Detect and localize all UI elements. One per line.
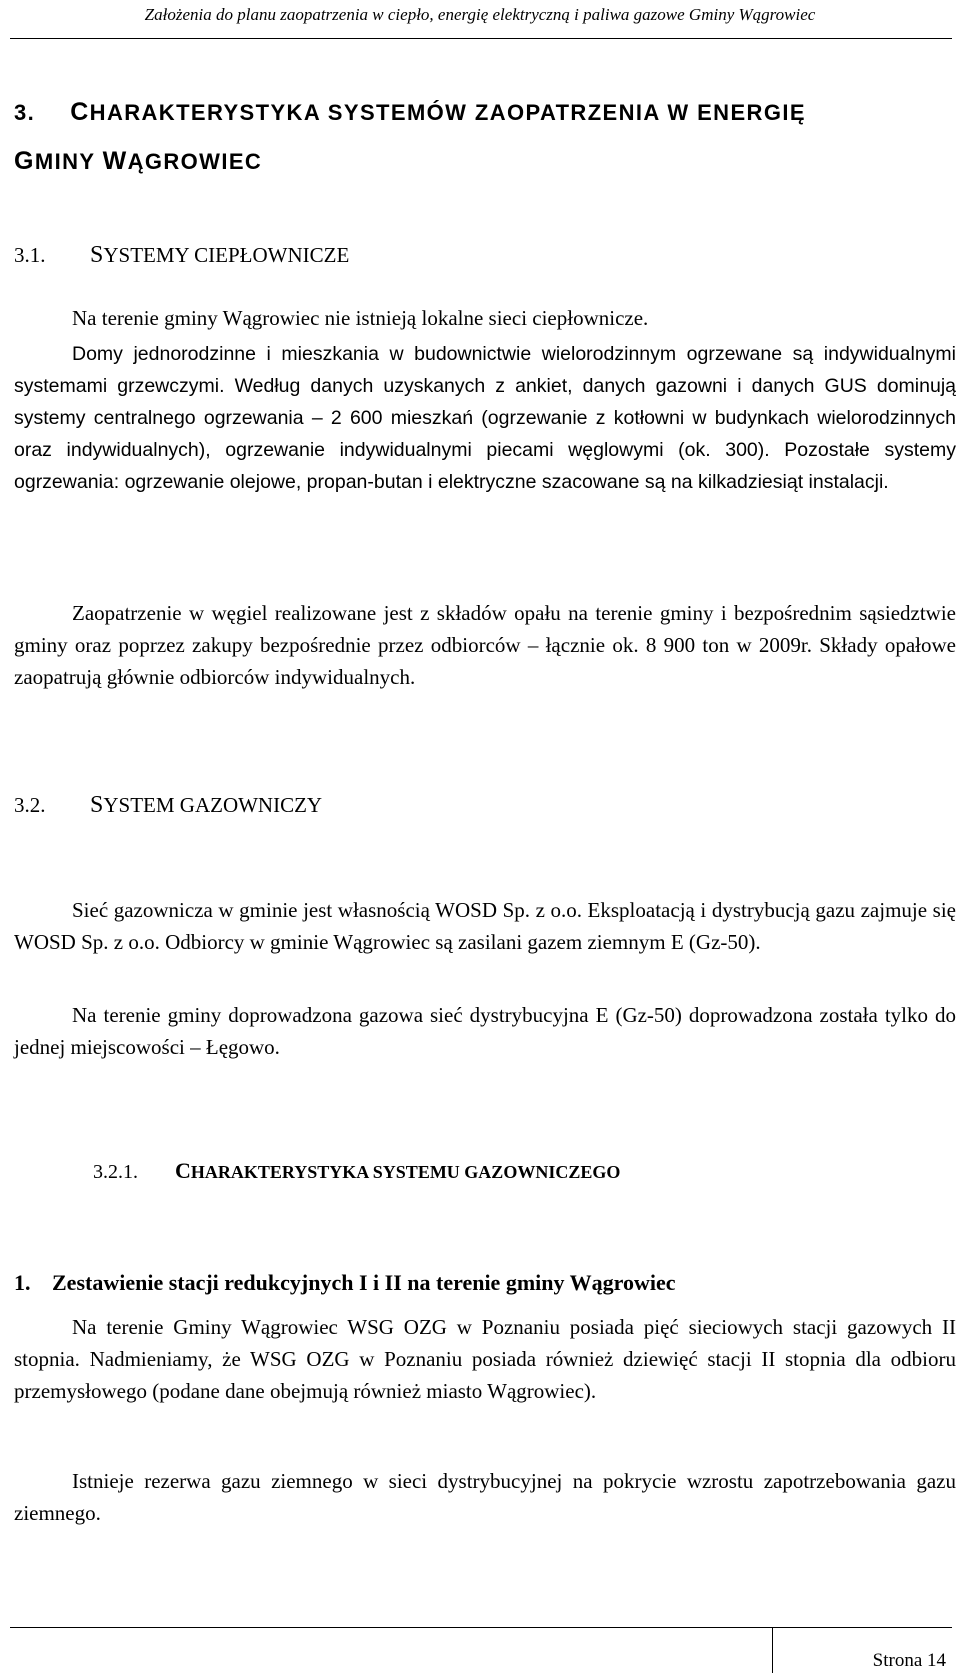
section-3-2-1-initial: C	[175, 1158, 191, 1183]
page-number: Strona 14	[872, 1650, 946, 1671]
section-3-2-initial: S	[90, 792, 104, 818]
item-1-heading	[14, 1270, 676, 1296]
chapter-heading-line2	[14, 147, 262, 176]
chapter-title-initial: C	[70, 98, 90, 126]
chapter-title-w: W	[102, 147, 128, 175]
section-3-2-1-title: HARAKTERYSTYKA SYSTEMU GAZOWNICZEGO	[190, 1162, 621, 1182]
chapter-title-a: MINY	[34, 149, 103, 174]
item-1-paragraph-1: Na terenie Gminy Wągrowiec WSG OZG w Poznaniu posiada pięć sieciowych stacji gazowych II stopnia. Nadmieniamy, że WSG OZG w Poznaniu posiada również dziewięć stacji II stopnia dla odbioru przemysłowego (podane dane obejmują również miasto Wągrowiec).	[14, 1315, 956, 1403]
section-3-2-1-number: 3.2.1.	[93, 1161, 138, 1183]
running-header: Założenia do planu zaopatrzenia w ciepło, energię elektryczną i paliwa gazowe Gminy Wągrowiec	[144, 5, 816, 24]
section-3-2-heading	[14, 792, 322, 819]
section-3-1-heading	[14, 242, 349, 269]
section-3-1-paragraph-2: Domy jednorodzinne i mieszkania w budownictwie wielorodzinnym ogrzewane są indywidualnymi systemami grzewczymi. Według danych uzyskanych z ankiet, danych gazowni i danych GUS dominują systemy centralnego ogrzewania – 2 600 mieszkań (ogrzewanie z kotłowni w budynkach wielorodzinnych oraz indywidualnych), ogrzewanie indywidualnymi piecami węglowymi (ok. 300). Pozostałe systemy ogrzewania: ogrzewanie olejowe, propan-butan i elektryczne szacowane są na kilkadziesiąt instalacji.	[14, 343, 956, 493]
section-3-1-initial: S	[90, 242, 104, 268]
section-3-1-paragraph-3: Zaopatrzenie w węgiel realizowane jest z składów opału na terenie gminy i bezpośrednim sąsiedztwie gminy oraz poprzez zakupy bezpośrednie przez odbiorców – łącznie ok. 8 900 ton w 2009r. Składy opałowe zaopatrują głównie odbiorców indywidualnych.	[14, 601, 956, 689]
section-3-2-number: 3.2.	[14, 793, 46, 817]
item-1-title: Zestawienie stacji redukcyjnych I i II na terenie gminy Wągrowiec	[52, 1270, 676, 1295]
item-1-number: 1.	[14, 1270, 31, 1295]
chapter-heading-line1	[14, 98, 806, 127]
section-3-2-1-heading	[93, 1158, 620, 1184]
section-3-1-title: YSTEMY CIEPŁOWNICZE	[103, 243, 350, 267]
section-3-2-paragraph-2: Na terenie gminy doprowadzona gazowa sieć dystrybucyjna E (Gz-50) doprowadzona została tylko do jednej miejscowości – Łęgowo.	[14, 1003, 956, 1059]
item-1-paragraph-2: Istnieje rezerwa gazu ziemnego w sieci dystrybucyjnej na pokrycie wzrostu zapotrzebowania gazu ziemnego.	[14, 1469, 956, 1525]
section-3-2-paragraph-1: Sieć gazownicza w gminie jest własnością WOSD Sp. z o.o. Eksploatacją i dystrybucją gazu zajmuje się WOSD Sp. z o.o. Odbiorcy w gminie Wągrowiec są zasilani gazem ziemnym E (Gz-50).	[14, 898, 956, 954]
section-3-1-number: 3.1.	[14, 243, 46, 267]
chapter-title-line1: HARAKTERYSTYKA SYSTEMÓW ZAOPATRZENIA W ENERGIĘ	[89, 100, 806, 125]
chapter-title-b: ĄGROWIEC	[127, 149, 263, 174]
header-rule	[10, 38, 952, 39]
chapter-number: 3.	[14, 100, 36, 125]
section-3-2-title: YSTEM GAZOWNICZY	[103, 793, 323, 817]
chapter-title-g: G	[14, 147, 35, 175]
section-3-1-paragraph-1: Na terenie gminy Wągrowiec nie istnieją lokalne sieci ciepłownicze.	[72, 306, 649, 330]
